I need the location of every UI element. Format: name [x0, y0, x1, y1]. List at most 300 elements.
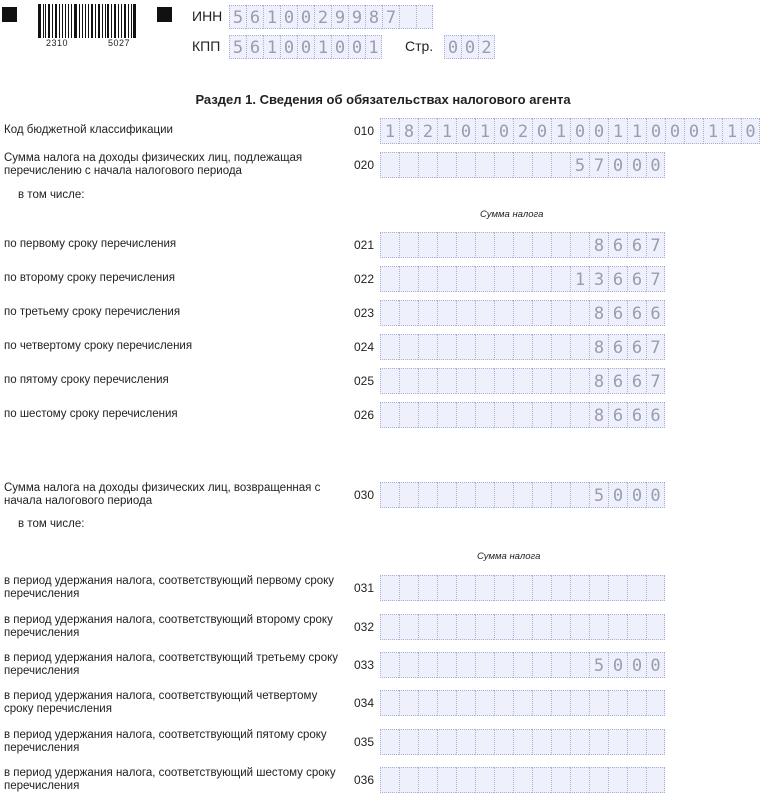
- digit-cell: [532, 690, 551, 716]
- digit-cell: [494, 652, 513, 678]
- barcode-bar: [65, 4, 67, 38]
- digit-cell: [418, 232, 437, 258]
- field-026[interactable]: [380, 402, 665, 428]
- inn-field[interactable]: [229, 5, 433, 29]
- digit-cell: 0: [297, 35, 314, 59]
- field-025[interactable]: [380, 368, 665, 394]
- digit-cell: 7: [646, 334, 665, 360]
- digit-cell: [513, 152, 532, 178]
- digit-cell: [494, 690, 513, 716]
- barcode-bar: [133, 4, 136, 38]
- digit-cell: [456, 402, 475, 428]
- digit-cell: [380, 652, 399, 678]
- digit-cell: [627, 729, 646, 755]
- digit-cell: [494, 482, 513, 508]
- inn-label: ИНН: [192, 8, 223, 24]
- digit-cell: [532, 368, 551, 394]
- digit-cell: [532, 614, 551, 640]
- digit-cell: [399, 300, 418, 326]
- digit-cell: [551, 232, 570, 258]
- digit-cell: [551, 334, 570, 360]
- row-label-010: Код бюджетной классификации: [4, 124, 173, 136]
- kpp-field[interactable]: [229, 35, 382, 59]
- digit-cell: 5: [229, 5, 246, 29]
- digit-cell: [646, 614, 665, 640]
- digit-cell: 0: [646, 482, 665, 508]
- digit-cell: [380, 266, 399, 292]
- line-code-032: 032: [354, 620, 375, 634]
- digit-cell: 1: [627, 118, 646, 144]
- digit-cell: [513, 652, 532, 678]
- digit-cell: [456, 652, 475, 678]
- digit-cell: 1: [263, 5, 280, 29]
- digit-cell: [494, 767, 513, 793]
- digit-cell: [475, 614, 494, 640]
- digit-cell: 6: [608, 368, 627, 394]
- digit-cell: [380, 729, 399, 755]
- digit-cell: [532, 266, 551, 292]
- digit-cell: [608, 729, 627, 755]
- digit-cell: [551, 652, 570, 678]
- digit-cell: [380, 334, 399, 360]
- digit-cell: 8: [399, 118, 418, 144]
- digit-cell: [399, 402, 418, 428]
- digit-cell: 0: [456, 118, 475, 144]
- digit-cell: [513, 334, 532, 360]
- barcode-bar: [124, 4, 126, 38]
- digit-cell: [494, 300, 513, 326]
- digit-cell: [418, 729, 437, 755]
- digit-cell: [475, 368, 494, 394]
- digit-cell: [456, 729, 475, 755]
- digit-cell: [475, 482, 494, 508]
- digit-cell: 2: [314, 5, 331, 29]
- row-label-034: в период удержания налога, соответствующий четвертому сроку перечисления: [4, 690, 318, 715]
- digit-cell: [646, 729, 665, 755]
- digit-cell: [570, 368, 589, 394]
- digit-cell: [551, 368, 570, 394]
- digit-cell: [513, 690, 532, 716]
- digit-cell: [418, 402, 437, 428]
- digit-cell: [494, 575, 513, 601]
- digit-cell: [380, 767, 399, 793]
- digit-cell: 6: [608, 402, 627, 428]
- barcode-bar: [85, 4, 86, 38]
- digit-cell: 1: [263, 35, 280, 59]
- digit-cell: 0: [589, 118, 608, 144]
- row-label-022: по второму сроку перечисления: [4, 272, 175, 284]
- line-code-010: 010: [354, 124, 375, 138]
- barcode-bar: [59, 4, 60, 38]
- field-034[interactable]: [380, 690, 665, 716]
- digit-cell: [532, 652, 551, 678]
- digit-cell: 6: [646, 402, 665, 428]
- digit-cell: 0: [280, 35, 297, 59]
- digit-cell: [437, 368, 456, 394]
- barcode-bar: [48, 4, 50, 38]
- barcode-bar: [114, 4, 117, 38]
- digit-cell: [437, 767, 456, 793]
- digit-cell: 2: [513, 118, 532, 144]
- digit-cell: [456, 152, 475, 178]
- digit-cell: [399, 266, 418, 292]
- digit-cell: [399, 152, 418, 178]
- digit-cell: [646, 690, 665, 716]
- row-label-021: по первому сроку перечисления: [4, 238, 177, 250]
- digit-cell: [380, 482, 399, 508]
- field-010[interactable]: [380, 118, 760, 144]
- field-030[interactable]: [380, 482, 665, 508]
- digit-cell: 0: [627, 482, 646, 508]
- barcode-bar: [68, 4, 69, 38]
- digit-cell: [437, 232, 456, 258]
- digit-cell: [418, 152, 437, 178]
- digit-cell: 6: [627, 368, 646, 394]
- digit-cell: 0: [570, 118, 589, 144]
- digit-cell: [418, 690, 437, 716]
- digit-cell: [456, 690, 475, 716]
- barcode-bar: [79, 4, 81, 38]
- digit-cell: 1: [570, 266, 589, 292]
- digit-cell: 8: [589, 300, 608, 326]
- digit-cell: [589, 690, 608, 716]
- digit-cell: [570, 652, 589, 678]
- digit-cell: [399, 334, 418, 360]
- digit-cell: [513, 767, 532, 793]
- digit-cell: [456, 575, 475, 601]
- digit-cell: [513, 614, 532, 640]
- digit-cell: [437, 482, 456, 508]
- subheading-tax-amount-1: Сумма налога: [480, 209, 544, 220]
- digit-cell: [437, 402, 456, 428]
- digit-cell: 0: [665, 118, 684, 144]
- digit-cell: [589, 614, 608, 640]
- digit-cell: [494, 152, 513, 178]
- barcode-bar: [91, 4, 94, 38]
- digit-cell: [380, 614, 399, 640]
- page-number-field[interactable]: [444, 35, 495, 59]
- section-title: Раздел 1. Сведения об обязательствах налогового агента: [195, 92, 571, 107]
- digit-cell: 9: [331, 5, 348, 29]
- digit-cell: [399, 5, 416, 29]
- barcode-bar: [52, 4, 53, 38]
- digit-cell: [475, 767, 494, 793]
- digit-cell: 1: [365, 35, 382, 59]
- digit-cell: [570, 482, 589, 508]
- row-label-033: в период удержания налога, соответствующий третьему сроку перечисления: [4, 652, 338, 677]
- digit-cell: 0: [280, 5, 297, 29]
- digit-cell: 0: [646, 152, 665, 178]
- line-code-030: 030: [354, 488, 375, 502]
- digit-cell: 6: [627, 266, 646, 292]
- field-022[interactable]: [380, 266, 665, 292]
- digit-cell: [380, 575, 399, 601]
- subheading-tax-amount-2: Сумма налога: [477, 551, 541, 562]
- digit-cell: [475, 232, 494, 258]
- digit-cell: [456, 767, 475, 793]
- digit-cell: [494, 232, 513, 258]
- barcode-bar: [82, 4, 83, 38]
- digit-cell: 0: [646, 118, 665, 144]
- barcode-bar: [45, 4, 46, 38]
- digit-cell: 1: [703, 118, 722, 144]
- digit-cell: 8: [589, 334, 608, 360]
- digit-cell: 7: [589, 152, 608, 178]
- digit-cell: 1: [314, 35, 331, 59]
- including-label-1: в том числе:: [18, 189, 85, 201]
- digit-cell: 0: [494, 118, 513, 144]
- digit-cell: 6: [627, 232, 646, 258]
- digit-cell: [399, 690, 418, 716]
- digit-cell: 0: [684, 118, 703, 144]
- field-024[interactable]: [380, 334, 665, 360]
- digit-cell: [570, 300, 589, 326]
- barcode-bar: [118, 4, 119, 38]
- field-023[interactable]: [380, 300, 665, 326]
- row-label-035: в период удержания налога, соответствующий пятому сроку перечисления: [4, 729, 327, 754]
- digit-cell: [456, 368, 475, 394]
- row-label-026: по шестому сроку перечисления: [4, 408, 178, 420]
- digit-cell: [494, 334, 513, 360]
- digit-cell: 6: [646, 300, 665, 326]
- field-021[interactable]: [380, 232, 665, 258]
- digit-cell: 0: [627, 152, 646, 178]
- digit-cell: [608, 690, 627, 716]
- digit-cell: [570, 232, 589, 258]
- digit-cell: [532, 152, 551, 178]
- digit-cell: 6: [608, 266, 627, 292]
- digit-cell: [418, 652, 437, 678]
- digit-cell: [437, 300, 456, 326]
- digit-cell: [532, 482, 551, 508]
- barcode: [38, 4, 138, 48]
- barcode-bar: [98, 4, 100, 38]
- digit-cell: 1: [437, 118, 456, 144]
- digit-cell: [380, 402, 399, 428]
- line-code-035: 035: [354, 735, 375, 749]
- line-code-020: 020: [354, 158, 375, 172]
- line-code-023: 023: [354, 306, 375, 320]
- digit-cell: [513, 266, 532, 292]
- digit-cell: 6: [608, 334, 627, 360]
- line-code-025: 025: [354, 374, 375, 388]
- row-label-020: Сумма налога на доходы физических лиц, подлежащая перечислению с начала налогового периода: [4, 152, 303, 177]
- line-code-026: 026: [354, 408, 375, 422]
- digit-cell: [399, 482, 418, 508]
- digit-cell: [494, 266, 513, 292]
- digit-cell: [513, 729, 532, 755]
- digit-cell: [570, 690, 589, 716]
- digit-cell: [418, 575, 437, 601]
- digit-cell: 7: [382, 5, 399, 29]
- digit-cell: [570, 334, 589, 360]
- line-code-024: 024: [354, 340, 375, 354]
- digit-cell: 7: [646, 368, 665, 394]
- digit-cell: [494, 368, 513, 394]
- row-label-036: в период удержания налога, соответствующий шестому сроку перечисления: [4, 767, 336, 792]
- digit-cell: [551, 266, 570, 292]
- barcode-bar: [43, 4, 44, 38]
- digit-cell: [551, 402, 570, 428]
- digit-cell: [551, 729, 570, 755]
- digit-cell: [475, 300, 494, 326]
- digit-cell: [456, 300, 475, 326]
- digit-cell: [551, 690, 570, 716]
- digit-cell: 8: [589, 402, 608, 428]
- digit-cell: [380, 152, 399, 178]
- row-label-030: Сумма налога на доходы физических лиц, возвращенная с начала налогового периода: [4, 482, 321, 507]
- digit-cell: 3: [589, 266, 608, 292]
- digit-cell: [532, 232, 551, 258]
- digit-cell: [437, 652, 456, 678]
- digit-cell: 5: [229, 35, 246, 59]
- digit-cell: [589, 767, 608, 793]
- field-031[interactable]: [380, 575, 665, 601]
- barcode-bar: [55, 4, 58, 38]
- digit-cell: [494, 614, 513, 640]
- digit-cell: [456, 334, 475, 360]
- digit-cell: 5: [589, 652, 608, 678]
- digit-cell: 0: [444, 35, 461, 59]
- digit-cell: [475, 152, 494, 178]
- row-label-025: по пятому сроку перечисления: [4, 374, 169, 386]
- digit-cell: [456, 232, 475, 258]
- digit-cell: [456, 266, 475, 292]
- digit-cell: [399, 232, 418, 258]
- digit-cell: [399, 368, 418, 394]
- digit-cell: [494, 729, 513, 755]
- digit-cell: 6: [608, 300, 627, 326]
- digit-cell: [589, 729, 608, 755]
- digit-cell: [399, 652, 418, 678]
- digit-cell: 6: [246, 35, 263, 59]
- digit-cell: [475, 334, 494, 360]
- digit-cell: [627, 690, 646, 716]
- digit-cell: [608, 575, 627, 601]
- barcode-number-right: 5027: [107, 38, 130, 48]
- digit-cell: [570, 767, 589, 793]
- barcode-bar: [88, 4, 89, 38]
- barcode-bar: [111, 4, 112, 38]
- digit-cell: 0: [348, 35, 365, 59]
- digit-cell: [380, 232, 399, 258]
- digit-cell: [418, 266, 437, 292]
- barcode-bar: [38, 4, 41, 38]
- digit-cell: [513, 232, 532, 258]
- digit-cell: [418, 334, 437, 360]
- digit-cell: 0: [741, 118, 760, 144]
- barcode-bar: [62, 4, 63, 38]
- digit-cell: [589, 575, 608, 601]
- field-036[interactable]: [380, 767, 665, 793]
- field-033[interactable]: [380, 652, 665, 678]
- digit-cell: 0: [532, 118, 551, 144]
- digit-cell: [570, 729, 589, 755]
- digit-cell: 0: [331, 35, 348, 59]
- digit-cell: [399, 767, 418, 793]
- digit-cell: [608, 614, 627, 640]
- digit-cell: [418, 614, 437, 640]
- barcode-bar: [102, 4, 103, 38]
- digit-cell: [399, 729, 418, 755]
- line-code-033: 033: [354, 658, 375, 672]
- digit-cell: [646, 767, 665, 793]
- field-020[interactable]: [380, 152, 665, 178]
- digit-cell: [475, 729, 494, 755]
- digit-cell: 2: [418, 118, 437, 144]
- digit-cell: [494, 402, 513, 428]
- digit-cell: 0: [297, 5, 314, 29]
- digit-cell: [551, 300, 570, 326]
- page-label: Стр.: [405, 38, 434, 54]
- digit-cell: [551, 482, 570, 508]
- digit-cell: [532, 729, 551, 755]
- barcode-bar: [107, 4, 109, 38]
- digit-cell: 1: [608, 118, 627, 144]
- digit-cell: 0: [646, 652, 665, 678]
- digit-cell: 1: [380, 118, 399, 144]
- digit-cell: [418, 767, 437, 793]
- digit-cell: [532, 334, 551, 360]
- digit-cell: [380, 368, 399, 394]
- digit-cell: 6: [627, 402, 646, 428]
- digit-cell: [532, 300, 551, 326]
- digit-cell: 0: [627, 652, 646, 678]
- row-label-024: по четвертому сроку перечисления: [4, 340, 193, 352]
- field-035[interactable]: [380, 729, 665, 755]
- line-code-022: 022: [354, 272, 375, 286]
- barcode-bars: [38, 4, 138, 38]
- barcode-bar: [121, 4, 122, 38]
- digit-cell: [532, 575, 551, 601]
- barcode-bar: [128, 4, 129, 38]
- corner-marker-right: [157, 7, 172, 22]
- digit-cell: 8: [365, 5, 382, 29]
- digit-cell: 5: [570, 152, 589, 178]
- row-label-031: в период удержания налога, соответствующий первому сроку перечисления: [4, 575, 335, 600]
- digit-cell: 6: [608, 232, 627, 258]
- digit-cell: [437, 266, 456, 292]
- digit-cell: [437, 614, 456, 640]
- digit-cell: 8: [589, 368, 608, 394]
- line-code-021: 021: [354, 238, 375, 252]
- digit-cell: [475, 402, 494, 428]
- digit-cell: [475, 575, 494, 601]
- digit-cell: [380, 690, 399, 716]
- digit-cell: 0: [461, 35, 478, 59]
- digit-cell: [551, 575, 570, 601]
- row-label-032: в период удержания налога, соответствующий второму сроку перечисления: [4, 614, 333, 639]
- digit-cell: [513, 575, 532, 601]
- corner-marker-left: [2, 7, 17, 22]
- digit-cell: [570, 575, 589, 601]
- digit-cell: [513, 482, 532, 508]
- digit-cell: [551, 152, 570, 178]
- digit-cell: 5: [589, 482, 608, 508]
- digit-cell: [551, 614, 570, 640]
- digit-cell: [456, 482, 475, 508]
- barcode-bar: [105, 4, 106, 38]
- digit-cell: [456, 614, 475, 640]
- digit-cell: [418, 300, 437, 326]
- field-032[interactable]: [380, 614, 665, 640]
- digit-cell: 6: [627, 334, 646, 360]
- including-label-2: в том числе:: [18, 518, 85, 530]
- digit-cell: 6: [627, 300, 646, 326]
- digit-cell: 1: [551, 118, 570, 144]
- digit-cell: [551, 767, 570, 793]
- digit-cell: 1: [475, 118, 494, 144]
